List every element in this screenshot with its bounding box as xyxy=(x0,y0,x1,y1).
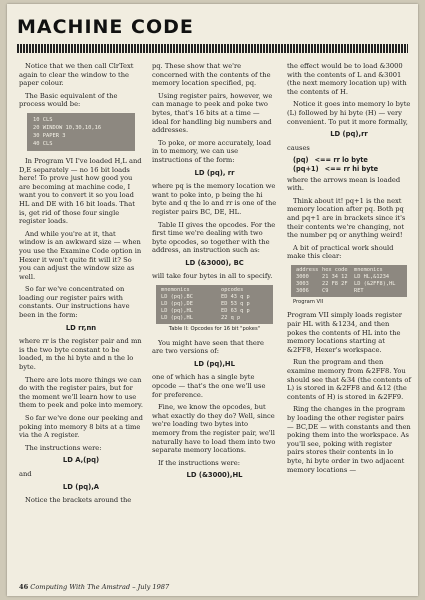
opcode-table xyxy=(156,285,273,324)
program-listing xyxy=(291,265,407,297)
table-row xyxy=(161,301,268,308)
table-cell: 22 q p xyxy=(221,315,241,322)
column-3 xyxy=(287,62,411,478)
code-line: LD (pq),rr xyxy=(330,130,368,139)
table-cell: 22 F8 2F xyxy=(322,280,348,287)
table-row xyxy=(161,294,268,301)
table-cell: C9 xyxy=(322,287,329,294)
listing-line: 10 CLS xyxy=(33,116,53,123)
table-cell: LD (pq),HL xyxy=(161,308,193,315)
table-cell: 21 34 12 xyxy=(322,273,348,280)
table-row xyxy=(161,308,268,315)
code-line: LD (&3000),HL xyxy=(186,471,243,480)
paragraph: The instructions were: xyxy=(25,443,102,452)
table-cell: RET xyxy=(354,287,364,294)
paragraph: where rr is the register pair and mn is the two byte constant to be loaded, m the hi byte and n the lo byte. xyxy=(19,337,142,372)
code-line: LD (pq),A xyxy=(62,482,100,491)
paragraph: In Program VI I've loaded H,L and D,E separately — no 16 bit loads here! To prove just how good you are becoming at machine code, I want you to convert it so you load HL and DE with 16 bit loads. That is, get rid of those four single register loads. xyxy=(19,156,142,226)
table-cell: 3003 xyxy=(296,280,309,287)
table-row xyxy=(296,281,402,288)
listing-line: 20 WINDOW 10,30,10,16 xyxy=(33,124,102,131)
code-line: LD rr,nn xyxy=(65,323,97,332)
paragraph: Program VII simply loads register pair HL with &1234, and then pokes the contents of HL into the memory locations starting at &2FF8, Hexer's workspace. xyxy=(287,311,402,354)
table-row xyxy=(296,288,402,295)
table-header: hex code xyxy=(322,266,348,273)
paragraph: Using register pairs, however, we can manage to peek and poke two bytes, that's 16 bits at a time — ideal for handling big numbers and addresses. xyxy=(152,91,273,135)
table-header: mnemonics xyxy=(354,266,383,273)
section-header xyxy=(17,14,194,40)
paragraph: will take four bytes in all to specify. xyxy=(152,272,273,281)
table-header: address xyxy=(296,266,319,273)
table-row xyxy=(296,274,402,281)
basic-listing xyxy=(27,113,135,151)
load-arrows xyxy=(293,156,411,173)
paragraph: pq. These show that we're concerned with the contents of the memory location specified, pq. xyxy=(152,62,271,88)
arrow-right: <== rr hi byte xyxy=(324,164,379,173)
paragraph: The Basic equivalent of the process would be: xyxy=(19,91,118,109)
column-2 xyxy=(152,62,277,485)
paragraph: You might have seen that there are two versions of: xyxy=(152,338,265,356)
table-cell: LD (pq),DE xyxy=(161,301,193,308)
listing-caption: Program VII xyxy=(293,298,324,305)
arrow-left: (pq+1) xyxy=(293,164,319,173)
arrow-row xyxy=(293,156,411,165)
paragraph: Notice that we then call ClrText again to clear the window to the paper colour. xyxy=(19,62,134,88)
table-row xyxy=(161,315,268,322)
table-cell: LD (pq),BC xyxy=(161,294,193,301)
paragraph: Notice it goes into memory lo byte (L) followed by hi byte (H) — very convenient. To put it more formally, xyxy=(287,100,411,126)
listing-line: 40 CLS xyxy=(33,140,53,147)
table-cell: 3006 xyxy=(296,287,309,294)
table-cell: ED 43 q p xyxy=(221,294,250,301)
paragraph: There are lots more things we can do with the register pairs, but for the moment we'll learn how to use them to peek and poke into memory. xyxy=(19,375,143,410)
paragraph: And while you're at it, that window is an awkward size — when you use the Examine Code option in Hexer it won't quite fit will it? So you can adjust the window size as well. xyxy=(19,229,142,281)
table-header: mnemonics xyxy=(161,287,190,294)
listing-line: 30 PAPER 3 xyxy=(33,132,66,139)
table-header-row xyxy=(161,287,268,294)
paragraph: Fine, we know the opcodes, but what exactly do they do? Well, since we're loading two bytes into memory from the register pair, we'll naturally have to load them into two separate memory locations. xyxy=(152,403,276,455)
paragraph: the effect would be to load &3000 with the contents of L and &3001 (the next memory location up) with the contents of H. xyxy=(287,62,407,96)
paragraph: To poke, or more accurately, load in to memory, we can use instructions of the form: xyxy=(152,138,271,164)
table-header-row xyxy=(296,267,402,274)
paragraph: So far we've concentrated on loading our register pairs with constants. Our instructions have been in the form: xyxy=(19,285,130,320)
table-cell: ED 53 q p xyxy=(221,301,250,308)
paragraph: If the instructions were: xyxy=(158,458,240,467)
paragraph: and xyxy=(19,469,32,478)
code-line: LD A,(pq) xyxy=(62,456,100,465)
table-cell: 3000 xyxy=(296,273,309,280)
table-caption: Table II: Opcodes for 16 bit "pokes" xyxy=(168,326,261,333)
paragraph: causes xyxy=(287,143,310,152)
code-line: LD (pq),HL xyxy=(194,359,235,368)
magazine-page xyxy=(7,4,418,596)
page-footer xyxy=(19,583,169,591)
paragraph: So far we've done our peeking and poking into memory 8 bits at a time via the A register. xyxy=(19,414,143,440)
paragraph: Ring the changes in the program by loading the other register pairs — BC,DE — with constants and then poking them into the workspace. As you'll see, poking with register pairs stores their contents in lo byte, hi byte order in two adjacent memory locations — xyxy=(287,405,411,474)
column-1 xyxy=(19,62,143,509)
arrow-left: (pq) xyxy=(293,156,309,165)
paragraph: Table II gives the opcodes. For the first time we're dealing with two byte opcodes, so together with the address, an instruction such as: xyxy=(152,220,276,255)
paragraph: where the arrows mean is loaded with. xyxy=(287,175,401,193)
section-title: MACHINE CODE xyxy=(17,16,194,38)
arrow-row xyxy=(293,165,411,174)
code-line: LD (&3000), BC xyxy=(185,258,244,267)
table-header: opcodes xyxy=(221,287,244,294)
table-cell: LD HL,&1234 xyxy=(354,273,390,280)
table-cell: LD (&2FF8),HL xyxy=(354,280,396,287)
arrow-right: <== rr lo byte xyxy=(314,156,368,165)
paragraph: Notice the brackets around the xyxy=(25,496,132,505)
paragraph: where pq is the memory location we want to poke into, p being the hi byte and q the lo and rr is one of the register pairs BC, DE, HL. xyxy=(152,182,277,216)
page-number: 46 xyxy=(19,583,29,591)
code-line: LD (pq), rr xyxy=(194,168,235,177)
paragraph: one of which has a single byte opcode — that's the one we'll use for preference. xyxy=(152,373,266,399)
paragraph: A bit of practical work should make this clear: xyxy=(287,243,394,261)
paragraph: Run the program and then examine memory from &2FF8. You should see that &34 (the contents of L) is stored in &2FF8 and &12 (the contents of H) is stored in &2FF9. xyxy=(287,358,411,401)
paragraph: Think about it! pq+1 is the next memory location after pq. Both pq and pq+1 are in brackets since it's their contents we're changing, not the number pq or anything weird! xyxy=(287,196,406,240)
header-rule xyxy=(17,44,408,53)
table-cell: LD (pq),HL xyxy=(161,315,193,322)
footer-text: Computing With The Amstrad – July 1987 xyxy=(30,583,170,591)
table-cell: ED 63 q p xyxy=(221,308,250,315)
